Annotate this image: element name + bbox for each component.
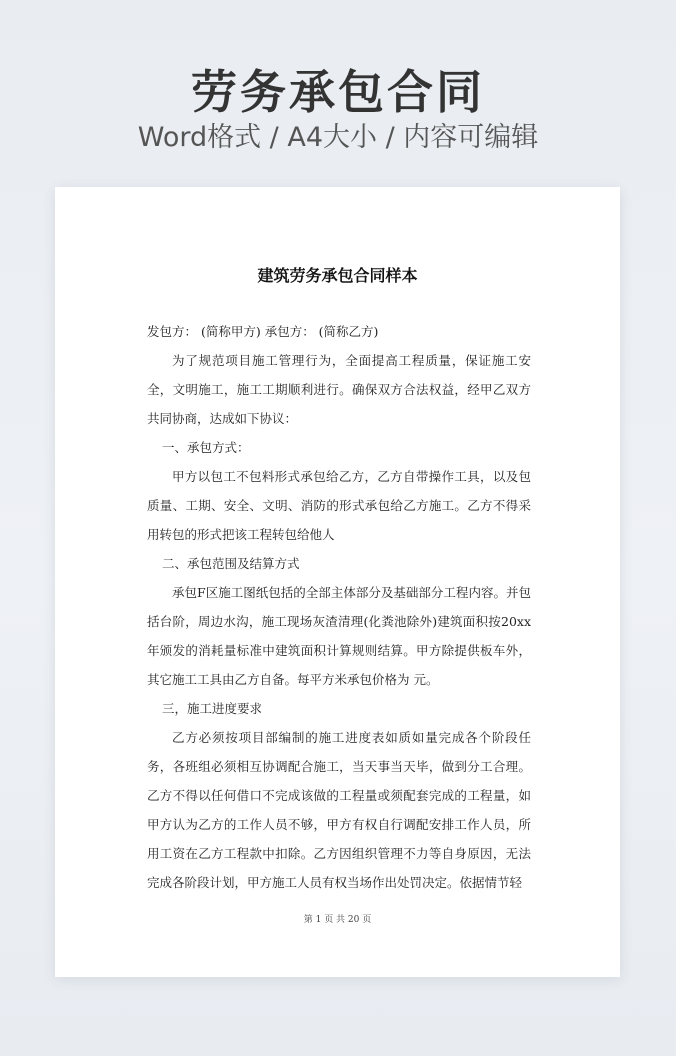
section-heading-3: 三，施工进度要求: [162, 701, 263, 716]
document-page: [55, 187, 620, 977]
preamble-paragraph: 为了规范项目施工管理行为，全面提高工程质量，保证施工安全，文明施工，施工工期顺利进行。确保双方合法权益，经甲乙双方共同协商，达成如下协议：: [147, 353, 531, 426]
section-body-1: 甲方以包工不包料形式承包给乙方，乙方自带操作工具，以及包质量、工期、安全、文明、消防的形式承包给乙方施工。乙方不得采用转包的形式把该工程转包给他人: [147, 469, 531, 542]
parties-line: 发包方： (简称甲方) 承包方： (简称乙方): [147, 324, 379, 339]
section-heading-2: 二、承包范围及结算方式: [162, 556, 300, 571]
section-body-3: 乙方必须按项目部编制的施工进度表如质如量完成各个阶段任务，各班组必须相互协调配合施工，当天事当天毕，做到分工合理。乙方不得以任何借口不完成该做的工程量或须配套完成的工程量，如甲方认为乙方的工作人员不够，甲方有权自行调配安排工作人员，所用工资在乙方工程款中扣除。乙方因组织管理不力等自身原因，无法完成各阶段计划，甲方施工人员有权当场作出处罚决定。依据情节轻: [147, 730, 531, 890]
document-body: [147, 317, 531, 897]
page-number-footer: 第 1 页 共 20 页: [303, 915, 372, 925]
banner-title: 劳务承包合同: [191, 65, 485, 119]
banner-subtitle: Word格式 / A4大小 / 内容可编辑: [137, 122, 539, 153]
document-title: 建筑劳务承包合同样本: [257, 266, 418, 285]
section-body-2: 承包F区施工图纸包括的全部主体部分及基础部分工程内容。并包括台阶，周边水沟，施工现场灰渣清理(化粪池除外)建筑面积按20xx年颁发的消耗量标准中建筑面积计算规则结算。甲方除提供板车外，其它施工工具由乙方自备。每平方米承包价格为 元。: [147, 585, 531, 687]
section-heading-1: 一、承包方式：: [162, 440, 250, 455]
